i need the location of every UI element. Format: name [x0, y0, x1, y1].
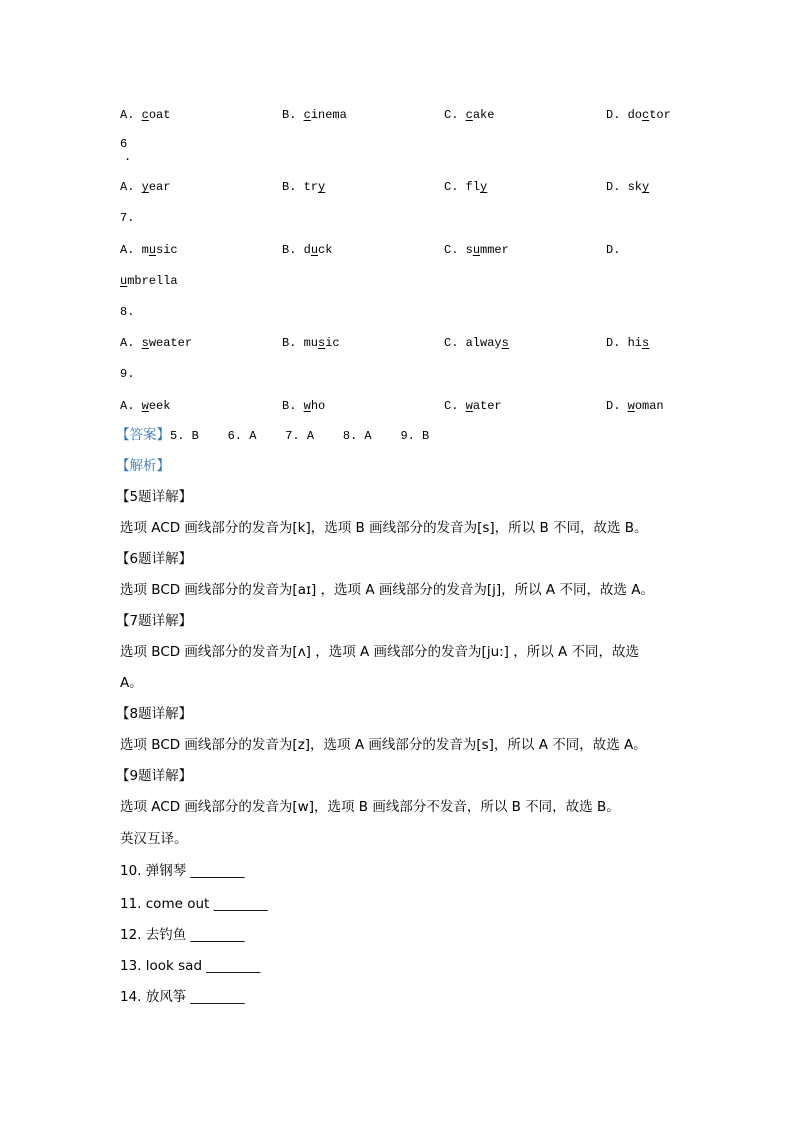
- analysis-label: 【解析】: [116, 458, 170, 474]
- detail-text: A。: [120, 675, 143, 691]
- q9-option-a: A. week: [120, 399, 171, 413]
- answer-label: 【答案】: [116, 427, 170, 443]
- translation-item: 11. come out ________: [120, 896, 268, 912]
- detail-title: 【5题详解】: [116, 489, 193, 505]
- q5-option-b: B. cinema: [282, 108, 347, 122]
- q8-option-c: C. always: [444, 336, 509, 350]
- detail-text: 选项 ACD 画线部分的发音为[w]，选项 B 画线部分不发音，所以 B 不同，故选 B。: [120, 799, 620, 815]
- translation-item: 12. 去钓鱼 ________: [120, 927, 245, 943]
- q7-option-a: A. music: [120, 243, 178, 257]
- detail-text: 选项 BCD 画线部分的发音为[z]，选项 A 画线部分的发音为[s]，所以 A 不同，故选 A。: [120, 737, 647, 753]
- q9-option-c: C. water: [444, 399, 502, 413]
- q6-option-a: A. year: [120, 180, 171, 194]
- answer-text: 5. B 6. A 7. A 8. A 9. B: [170, 429, 430, 443]
- q8-option-d: D. his: [606, 336, 650, 350]
- q7-option-c: C. summer: [444, 243, 509, 257]
- detail-text: 选项 BCD 画线部分的发音为[ʌ] ，选项 A 画线部分的发音为[ju:] ，所以 A 不同，故选: [120, 644, 640, 660]
- q7-option-d: D.: [606, 243, 621, 257]
- q6-option-b: B. try: [282, 180, 326, 194]
- q5-option-d: D. doctor: [606, 108, 671, 122]
- q6-option-d: D. sky: [606, 180, 650, 194]
- q5-option-c: C. cake: [444, 108, 495, 122]
- translation-item: 13. look sad ________: [120, 958, 261, 974]
- q6-option-c: C. fly: [444, 180, 488, 194]
- q8-option-b: B. music: [282, 336, 340, 350]
- translation-item: 10. 弹钢琴 ________: [120, 863, 245, 879]
- question-7-option-d-wrap: umbrella: [120, 274, 178, 288]
- q7-option-b: B. duck: [282, 243, 333, 257]
- question-8-number: 8.: [120, 305, 135, 319]
- detail-title: 【8题详解】: [116, 706, 193, 722]
- section-title: 英汉互译。: [120, 831, 188, 847]
- translation-item: 14. 放风筝 ________: [120, 989, 245, 1005]
- q5-option-a: A. coat: [120, 108, 171, 122]
- answer-line: [116, 427, 429, 444]
- question-6-number: 6: [120, 137, 128, 151]
- detail-title: 【9题详解】: [116, 768, 193, 784]
- q9-option-b: B. who: [282, 399, 326, 413]
- detail-text: 选项 ACD 画线部分的发音为[k]，选项 B 画线部分的发音为[s]，所以 B 不同，故选 B。: [120, 520, 648, 536]
- question-6-dot: .: [124, 150, 132, 164]
- q8-option-a: A. sweater: [120, 336, 193, 350]
- detail-text: 选项 BCD 画线部分的发音为[aɪ] ，选项 A 画线部分的发音为[j]，所以 A 不同，故选 A。: [120, 582, 654, 598]
- question-9-number: 9.: [120, 367, 135, 381]
- q9-option-d: D. woman: [606, 399, 664, 413]
- detail-title: 【6题详解】: [116, 551, 193, 567]
- detail-title: 【7题详解】: [116, 613, 193, 629]
- question-7-number: 7.: [120, 211, 135, 225]
